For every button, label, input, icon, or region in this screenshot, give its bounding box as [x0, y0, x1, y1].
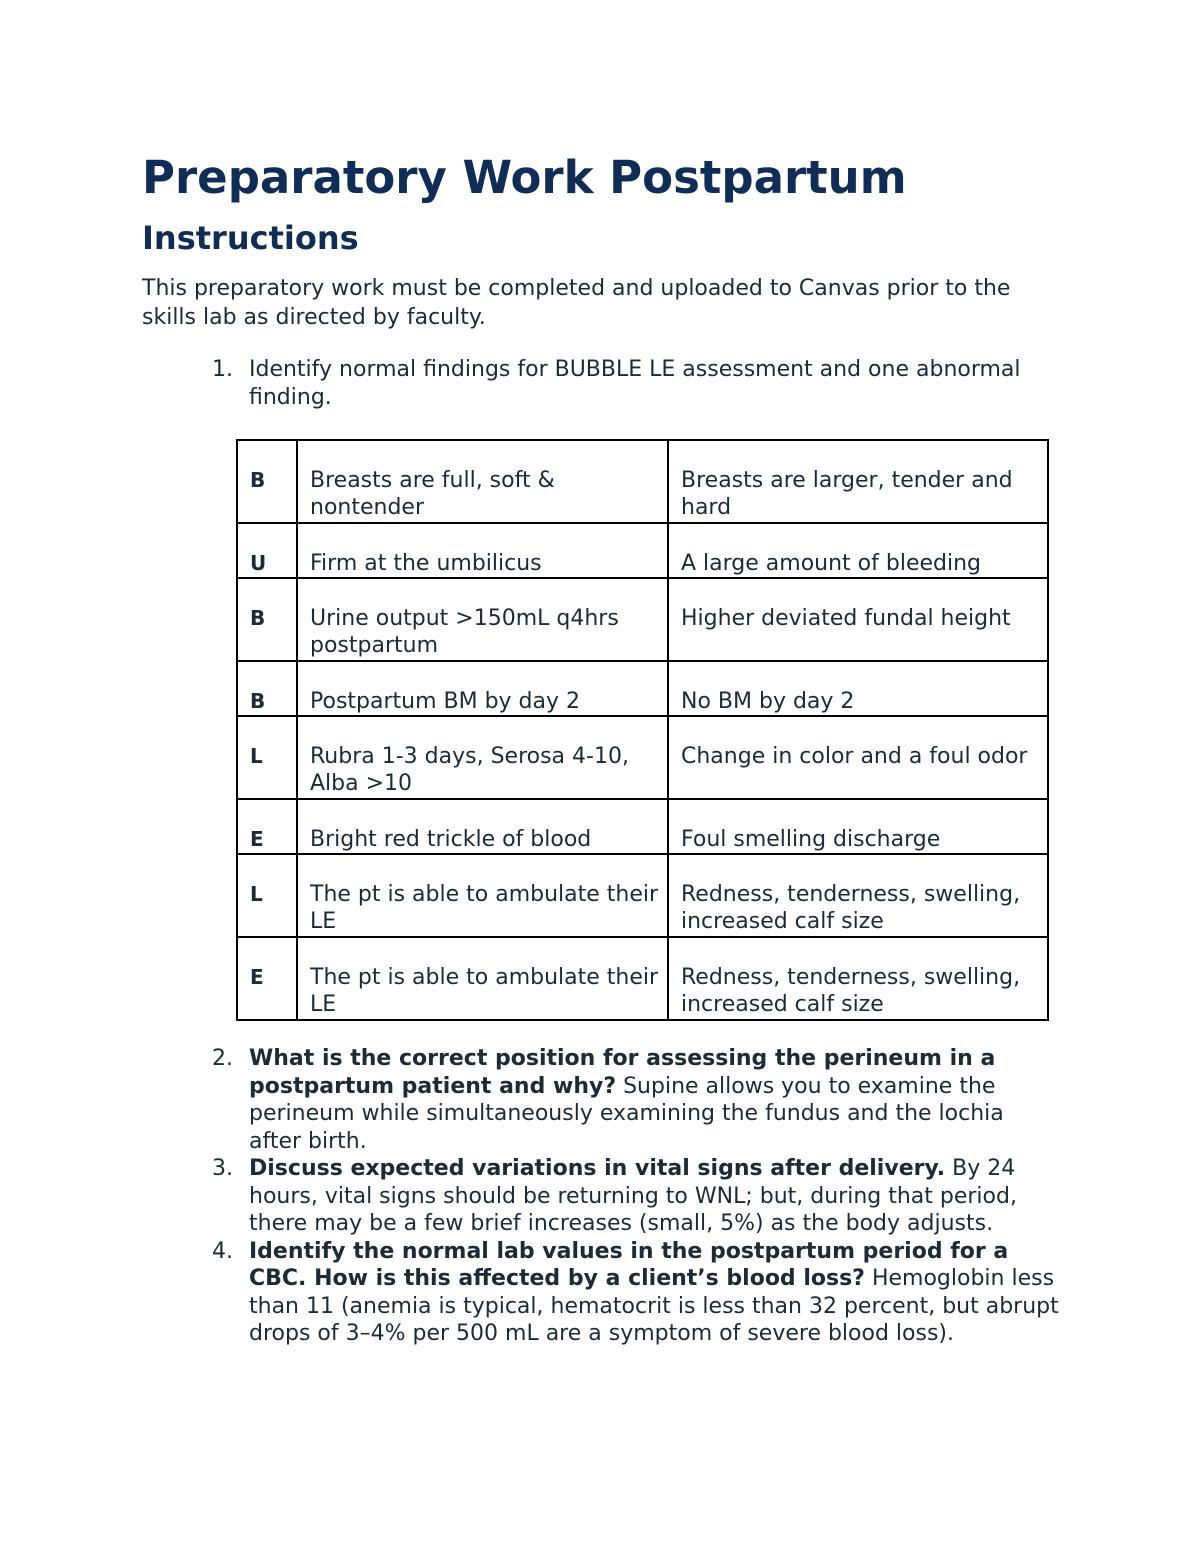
table-row: [237, 661, 1048, 716]
bubble-letter: E: [237, 937, 297, 1020]
normal-finding: Breasts are full, soft & nontender: [297, 440, 668, 523]
question-text: Identify normal findings for BUBBLE LE assessment and one abnormal finding.: [249, 357, 1021, 410]
question-answer: Supine allows you to examine the perineum while simultaneously examining the fundus and the lochia after birth.: [249, 1073, 1004, 1154]
abnormal-finding: Higher deviated fundal height: [668, 578, 1048, 661]
question-prompt: Identify the normal lab values in the postpartum period for a CBC. How is this affected by a client’s blood loss?: [249, 1238, 1009, 1291]
table-row: [237, 854, 1048, 937]
table-row: [237, 799, 1048, 854]
normal-finding: Urine output >150mL q4hrs postpartum: [297, 578, 668, 661]
table-row: [237, 440, 1048, 523]
document-title: Preparatory Work Postpartum: [142, 151, 907, 204]
question-number: 2.: [212, 1046, 233, 1071]
question-prompt: Discuss expected variations in vital signs after delivery.: [249, 1156, 946, 1181]
abnormal-finding: Redness, tenderness, swelling, increased calf size: [668, 937, 1048, 1020]
instructions-text: This preparatory work must be completed and uploaded to Canvas prior to the skills lab as directed by faculty.: [142, 276, 1011, 330]
normal-finding: Bright red trickle of blood: [297, 799, 668, 854]
instructions-heading: Instructions: [142, 219, 359, 257]
bubble-letter: B: [237, 440, 297, 523]
abnormal-finding: Redness, tenderness, swelling, increased calf size: [668, 854, 1048, 937]
question-answer: By 24 hours, vital signs should be returning to WNL; but, during that period, there may be a few brief increases (small, 5%) as the body adjusts.: [249, 1156, 1017, 1236]
bubble-letter: U: [237, 523, 297, 578]
normal-finding: Firm at the umbilicus: [297, 523, 668, 578]
question-2: [142, 1045, 1062, 1155]
bubble-letter: E: [237, 799, 297, 854]
normal-finding: The pt is able to ambulate their LE: [297, 854, 668, 937]
normal-finding: The pt is able to ambulate their LE: [297, 937, 668, 1020]
question-prompt: What is the correct position for assessing the perineum in a postpartum patient and why?: [249, 1046, 996, 1099]
question-1: [142, 356, 1062, 411]
table-row: [237, 937, 1048, 1020]
question-number: 4.: [212, 1238, 233, 1264]
bubble-le-table: [236, 439, 1049, 1021]
normal-finding: Postpartum BM by day 2: [297, 661, 668, 716]
question-3: [142, 1155, 1062, 1238]
abnormal-finding: A large amount of bleeding: [668, 523, 1048, 578]
question-number: 3.: [212, 1156, 233, 1181]
question-4: [142, 1238, 1062, 1348]
bubble-letter: B: [237, 661, 297, 716]
abnormal-finding: Foul smelling discharge: [668, 799, 1048, 854]
document-page: [142, 150, 1062, 1348]
table-row: [237, 523, 1048, 578]
abnormal-finding: No BM by day 2: [668, 661, 1048, 716]
bubble-letter: L: [237, 716, 297, 799]
bubble-letter: B: [237, 578, 297, 661]
bubble-letter: L: [237, 854, 297, 937]
normal-finding: Rubra 1-3 days, Serosa 4-10, Alba >10: [297, 716, 668, 799]
abnormal-finding: Change in color and a foul odor: [668, 716, 1048, 799]
table-row: [237, 578, 1048, 661]
abnormal-finding: Breasts are larger, tender and hard: [668, 440, 1048, 523]
question-number: 1.: [212, 357, 233, 382]
table-row: [237, 716, 1048, 799]
question-answer: Hemoglobin less than 11 (anemia is typical, hematocrit is less than 32 percent, but abrupt drops of 3–4% per 500 mL are a symptom of severe blood loss).: [249, 1266, 1059, 1346]
